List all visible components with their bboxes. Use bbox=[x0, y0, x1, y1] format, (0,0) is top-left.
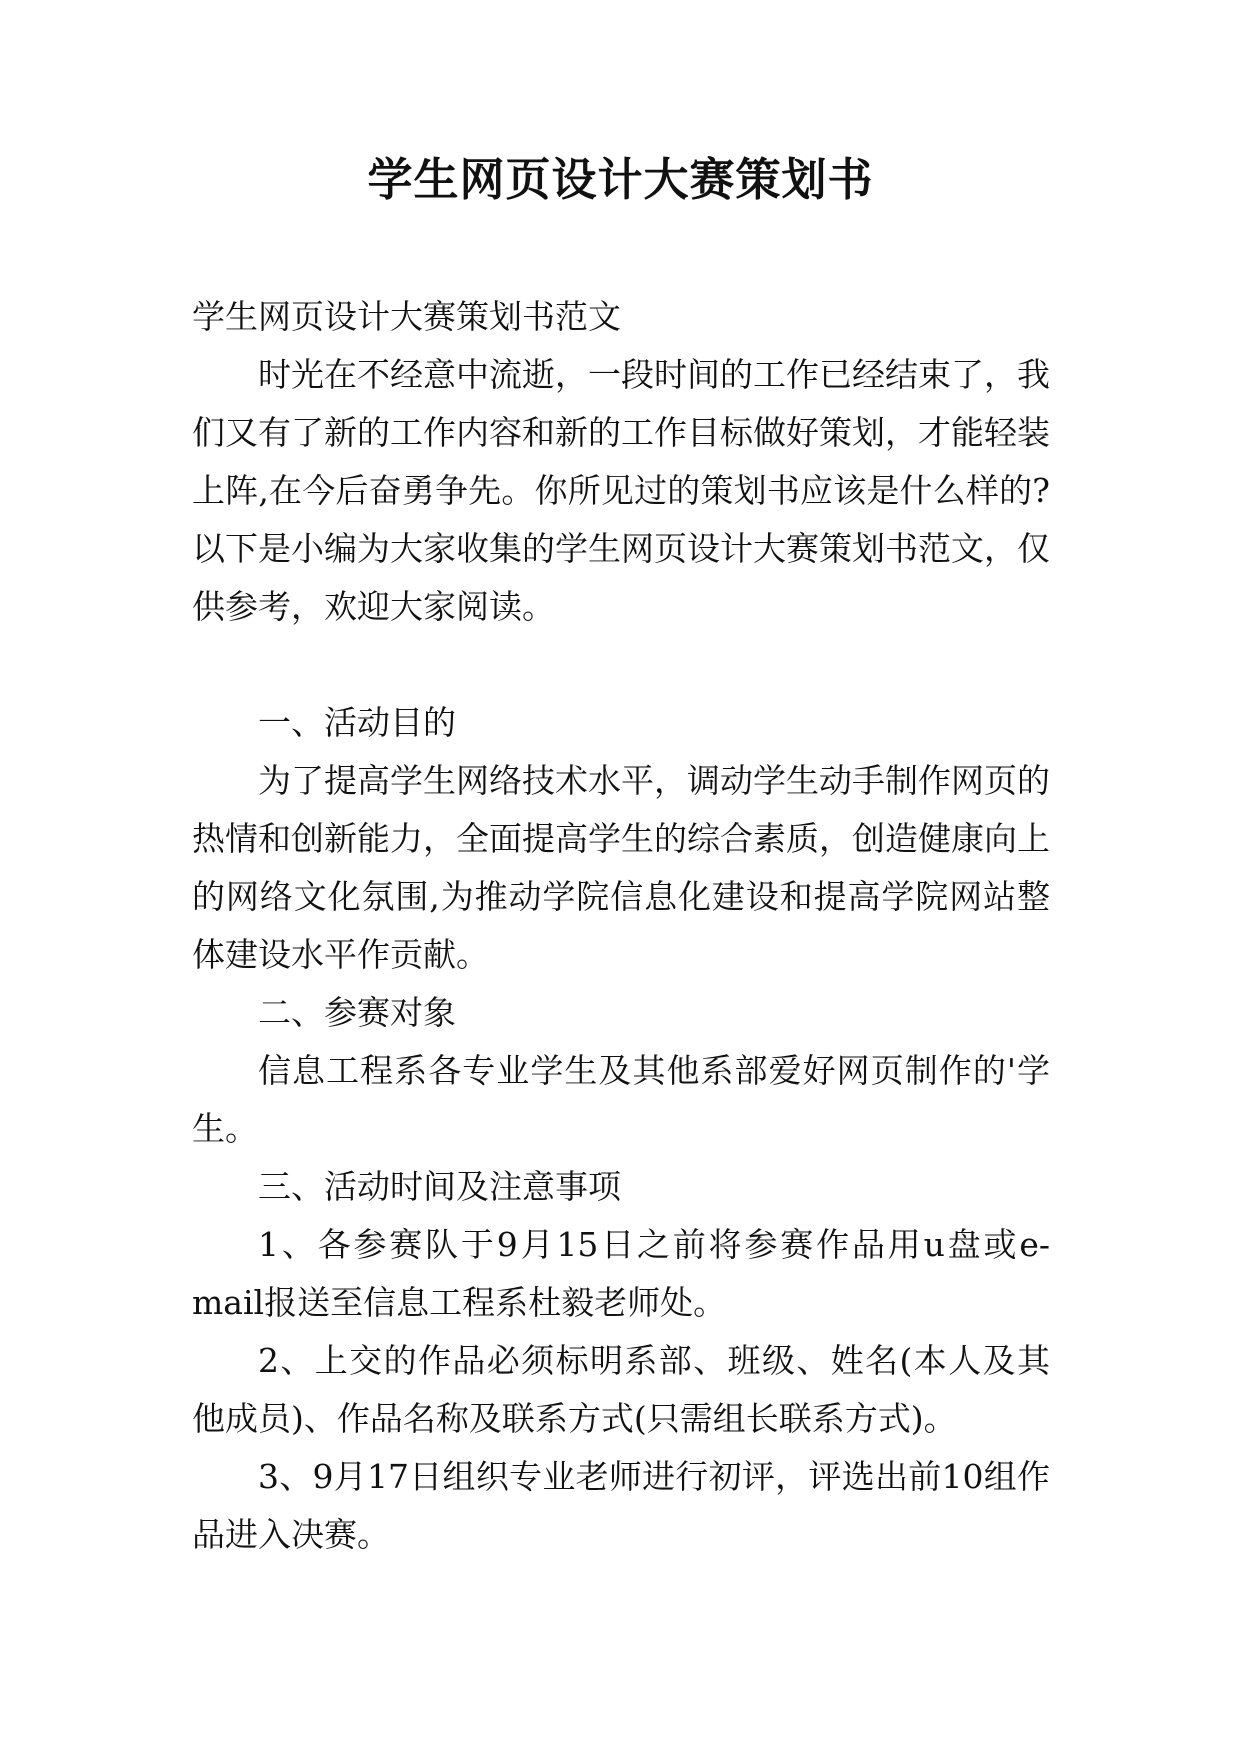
intro-paragraph: 时光在不经意中流逝，一段时间的工作已经结束了，我们又有了新的工作内容和新的工作目标做好策划，才能轻装上阵,在今后奋勇争先。你所见过的策划书应该是什么样的?以下是小编为大家收集的学生网页设计大赛策划书范文，仅供参考，欢迎大家阅读。 bbox=[192, 355, 1050, 626]
section-paragraph: 信息工程系各专业学生及其他系部爱好网页制作的'学生。 bbox=[192, 1051, 1050, 1148]
document-title: 学生网页设计大赛策划书 bbox=[367, 153, 874, 206]
list-item: 3、9月17日组织专业老师进行初评，评选出前10组作品进入决赛。 bbox=[192, 1457, 1050, 1554]
list-item: 2、上交的作品必须标明系部、班级、姓名(本人及其他成员)、作品名称及联系方式(只需组长联系方式)。 bbox=[192, 1341, 1050, 1438]
section-heading-purpose: 一、活动目的 bbox=[258, 703, 456, 742]
section-heading-schedule: 三、活动时间及注意事项 bbox=[258, 1167, 621, 1206]
section-paragraph: 为了提高学生网络技术水平，调动学生动手制作网页的热情和创新能力，全面提高学生的综合素质，创造健康向上的网络文化氛围,为推动学院信息化建设和提高学院网站整体建设水平作贡献。 bbox=[192, 761, 1050, 974]
blank-line bbox=[192, 636, 1050, 694]
list-item: 1、各参赛队于9月15日之前将参赛作品用u盘或e-mail报送至信息工程系杜毅老师处。 bbox=[192, 1225, 1050, 1322]
section-heading-participants: 二、参赛对象 bbox=[258, 993, 456, 1032]
document-subtitle: 学生网页设计大赛策划书范文 bbox=[192, 297, 621, 336]
document-body bbox=[192, 288, 1050, 1564]
